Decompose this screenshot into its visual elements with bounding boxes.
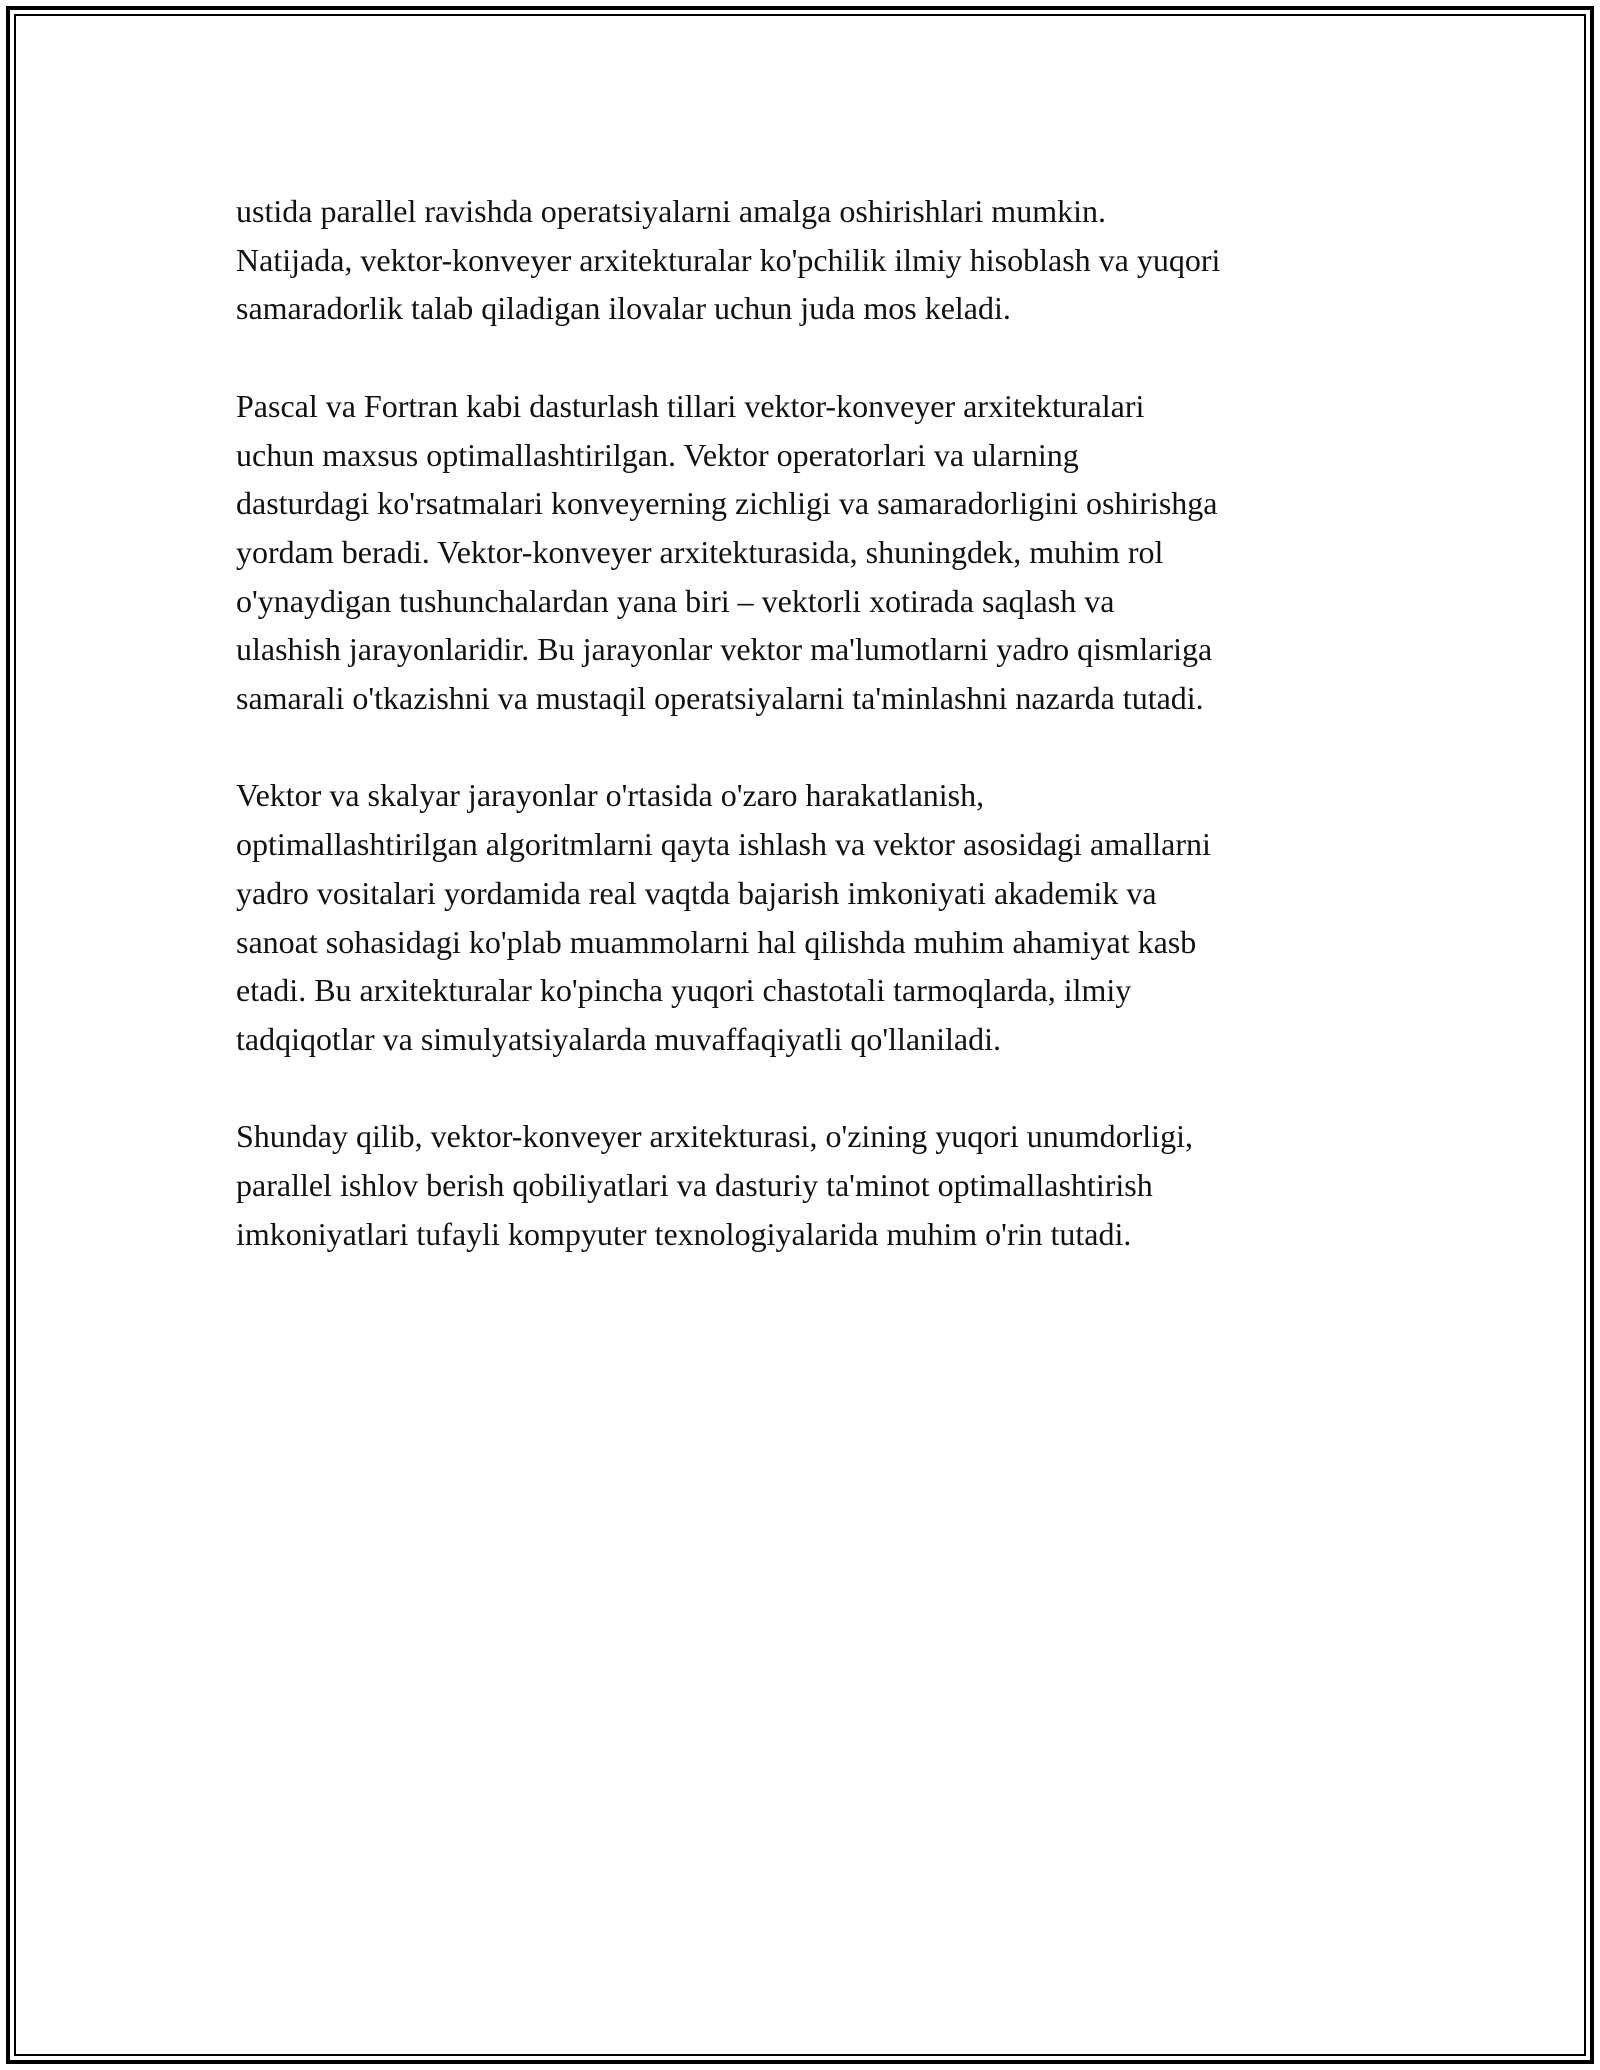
text-line: yordam beradi. Vektor-konveyer arxitekturasida, shuningdek, muhim rol <box>236 533 1164 570</box>
paragraph <box>236 382 1416 723</box>
paragraph <box>236 1112 1416 1258</box>
text-line: samaradorlik talab qiladigan ilovalar uchun juda mos keladi. <box>236 290 1011 327</box>
text-line: Natijada, vektor-konveyer arxitekturalar ko'pchilik ilmiy hisoblash va yuqori <box>236 241 1221 278</box>
paragraph <box>236 771 1416 1063</box>
text-line: tadqiqotlar va simulyatsiyalarda muvaffaqiyatli qo'llaniladi. <box>236 1020 1001 1057</box>
text-line: Shunday qilib, vektor-konveyer arxitekturasi, o'zining yuqori unumdorligi, <box>236 1118 1193 1155</box>
text-line: uchun maxsus optimallashtirilgan. Vektor operatorlari va ularning <box>236 436 1079 473</box>
text-line: ulashish jarayonlaridir. Bu jarayonlar vektor ma'lumotlarni yadro qismlariga <box>236 631 1213 668</box>
text-line: imkoniyatlari tufayli kompyuter texnologiyalarida muhim o'rin tutadi. <box>236 1215 1132 1252</box>
paragraph <box>236 187 1416 333</box>
text-line: samarali o'tkazishni va mustaqil operatsiyalarni ta'minlashni nazarda tutadi. <box>236 680 1204 717</box>
text-line: ustida parallel ravishda operatsiyalarni amalga oshirishlari mumkin. <box>236 193 1106 229</box>
text-line: parallel ishlov berish qobiliyatlari va dasturiy ta'minot optimallashtirish <box>236 1167 1153 1204</box>
text-line: sanoat sohasidagi ko'plab muammolarni hal qilishda muhim ahamiyat kasb <box>236 923 1197 960</box>
text-line: o'ynaydigan tushunchalardan yana biri – vektorli xotirada saqlash va <box>236 582 1115 619</box>
text-line: dasturdagi ko'rsatmalari konveyerning zichligi va samaradorligini oshirishga <box>236 485 1218 522</box>
text-line: yadro vositalari yordamida real vaqtda bajarish imkoniyati akademik va <box>236 874 1157 911</box>
document-body <box>236 187 1416 1307</box>
text-line: Vektor va skalyar jarayonlar o'rtasida o'zaro harakatlanish, <box>236 777 985 814</box>
text-line: etadi. Bu arxitekturalar ko'pincha yuqori chastotali tarmoqlarda, ilmiy <box>236 972 1132 1009</box>
text-line: Pascal va Fortran kabi dasturlash tillari vektor-konveyer arxitekturalari <box>236 387 1145 424</box>
text-line: optimallashtirilgan algoritmlarni qayta ishlash va vektor asosidagi amallarni <box>236 826 1211 863</box>
